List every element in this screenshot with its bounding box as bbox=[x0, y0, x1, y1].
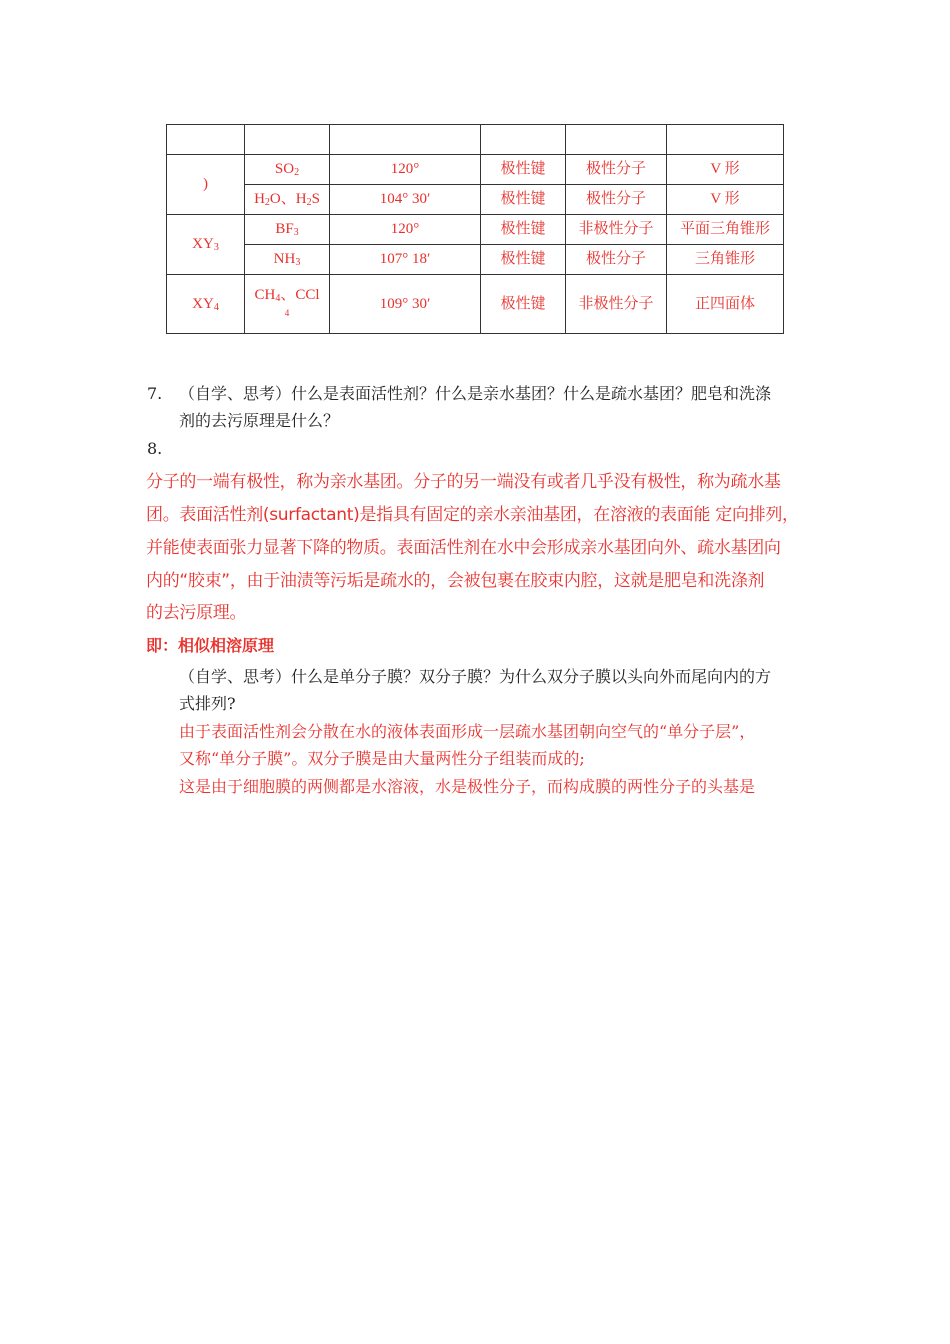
question-7-number: 7. bbox=[147, 384, 163, 403]
polarity-cell: 极性分子 bbox=[566, 155, 667, 185]
question-7-text: 剂的去污原理是什么？ bbox=[179, 411, 340, 430]
question-9-text: 式排列? bbox=[179, 694, 236, 713]
answer-9-line: 又称“单分子膜”。双分子膜是由大量两性分子组装而成的; bbox=[179, 749, 585, 768]
group-cell: $XY_4$ bbox=[167, 275, 245, 334]
answer-8-line: 的去污原理。 bbox=[146, 603, 247, 623]
polarity-cell: 非极性分子 bbox=[566, 215, 667, 245]
table-cell bbox=[667, 125, 784, 155]
answer-9-line: 由于表面活性剂会分散在水的液体表面形成一层疏水基团朝向空气的“单分子层”， bbox=[179, 722, 756, 741]
polarity-cell: 极性分子 bbox=[566, 245, 667, 275]
answer-8-line: 内的“胶束”，由于油渍等污垢是疏水的，会被包裹在胶束内腔，这就是肥皂和洗涤剂 bbox=[146, 571, 765, 591]
formula-cell: $H_2O$、$H_2S$ bbox=[245, 185, 330, 215]
table-cell bbox=[167, 125, 245, 155]
bond-cell: 极性键 bbox=[481, 185, 566, 215]
group-cell: ) bbox=[167, 155, 245, 215]
polarity-cell: 非极性分子 bbox=[566, 275, 667, 334]
answer-8-line: 并能使表面张力显著下降的物质。表面活性剂在水中会形成亲水基团向外、疏水基团向 bbox=[146, 538, 781, 558]
bond-cell: 极性键 bbox=[481, 155, 566, 185]
table-cell bbox=[245, 125, 330, 155]
table-row bbox=[167, 125, 784, 155]
answer-8-line: 团。表面活性剂(surfactant)是指具有固定的亲水亲油基团，在溶液的表面能 定向排列， bbox=[146, 505, 799, 525]
question-8-number: 8. bbox=[147, 439, 163, 458]
bond-cell: 极性键 bbox=[481, 215, 566, 245]
answer-9-line: 这是由于细胞膜的两侧都是水溶液，水是极性分子，而构成膜的两性分子的头基是 bbox=[179, 777, 756, 796]
angle-cell: 120° bbox=[330, 155, 481, 185]
shape-cell: 平面三角锥形 bbox=[667, 215, 784, 245]
shape-cell: 正四面体 bbox=[667, 275, 784, 334]
principle-heading: 即：相似相溶原理 bbox=[146, 636, 275, 655]
polarity-cell: 极性分子 bbox=[566, 185, 667, 215]
table-cell bbox=[330, 125, 481, 155]
group-cell: $XY_3$ bbox=[167, 215, 245, 275]
shape-cell: V 形 bbox=[667, 185, 784, 215]
formula-cell: $CH_4$、CCl 4 bbox=[245, 275, 330, 334]
question-9-text: （自学、思考）什么是单分子膜？双分子膜？为什么双分子膜以头向外而尾向内的方 bbox=[179, 667, 772, 686]
shape-cell: V 形 bbox=[667, 155, 784, 185]
bond-cell: 极性键 bbox=[481, 275, 566, 334]
angle-cell: 109° 30′ bbox=[330, 275, 481, 334]
shape-cell: 三角锥形 bbox=[667, 245, 784, 275]
table-row bbox=[167, 275, 784, 334]
answer-8-line: 分子的一端有极性，称为亲水基团。分子的另一端没有或者几乎没有极性，称为疏水基 bbox=[146, 472, 781, 492]
table-row bbox=[167, 155, 784, 185]
formula-cell: $SO_2$ bbox=[245, 155, 330, 185]
table-cell bbox=[566, 125, 667, 155]
bond-cell: 极性键 bbox=[481, 245, 566, 275]
table-row bbox=[167, 185, 784, 215]
angle-cell: 120° bbox=[330, 215, 481, 245]
angle-cell: 104° 30′ bbox=[330, 185, 481, 215]
table-row bbox=[167, 215, 784, 245]
table-cell bbox=[481, 125, 566, 155]
formula-cell: $BF_3$ bbox=[245, 215, 330, 245]
formula-cell: $NH_3$ bbox=[245, 245, 330, 275]
angle-cell: 107° 18′ bbox=[330, 245, 481, 275]
question-7-text: （自学、思考）什么是表面活性剂？什么是亲水基团？什么是疏水基团？肥皂和洗涤 bbox=[179, 384, 772, 403]
molecule-table bbox=[166, 124, 784, 334]
table-row bbox=[167, 245, 784, 275]
